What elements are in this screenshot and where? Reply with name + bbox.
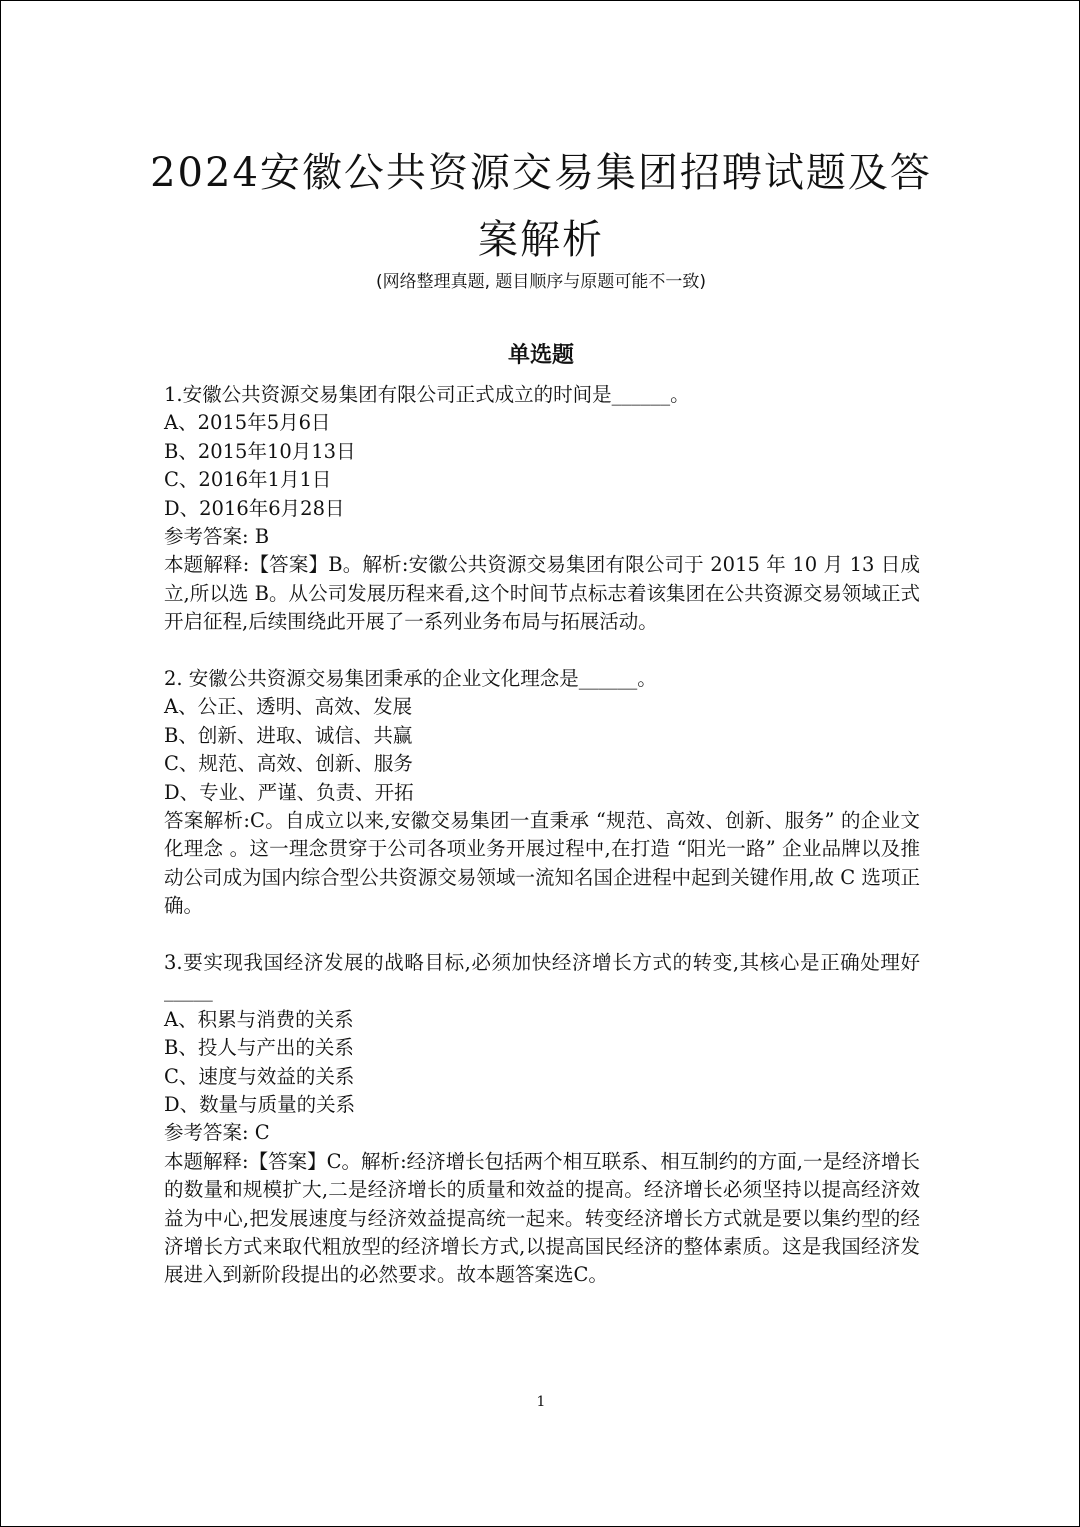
option-c: C、2016年1月1日 [164, 468, 332, 492]
page-number: 1 [536, 1394, 546, 1410]
answer-explanation: 本题解释:【答案】B。解析:安徽公共资源交易集团有限公司于 2015 年 10 月 13 日成立,所以选 B。从公司发展历程来看,这个时间节点标志着该集团在公共资源交易领域正式开启征程,后续围绕此开展了一系列业务布局与拓展活动。 [164, 553, 920, 634]
option-b: B、2015年10月13日 [164, 439, 356, 463]
reference-answer: 参考答案: B [164, 524, 270, 548]
option-c: C、速度与效益的关系 [164, 1064, 355, 1088]
reference-answer: 参考答案: C [164, 1121, 270, 1145]
question-1 [164, 381, 920, 637]
option-a: A、积累与消费的关系 [164, 1007, 354, 1031]
answer-explanation: 本题解释:【答案】C。解析:经济增长包括两个相互联系、相互制约的方面,一是经济增长的数量和规模扩大,二是经济增长的质量和效益的提高。经济增长必须坚持以提高经济效益为中心,把发展速度与经济效益提高统一起来。转变经济增长方式就是要以集约型的经济增长方式来取代粗放型的经济增长方式,以提高国民经济的整体素质。这是我国经济发展进入到新阶段提出的必然要求。故本题答案选C。 [164, 1149, 920, 1287]
option-c: C、规范、高效、创新、服务 [164, 752, 413, 776]
option-d: D、2016年6月28日 [164, 496, 345, 520]
option-b: B、创新、进取、诚信、共赢 [164, 723, 413, 747]
option-d: D、专业、严谨、负责、开拓 [164, 780, 414, 804]
option-a: A、2015年5月6日 [164, 411, 331, 435]
document-title-line-1: 2024安徽公共资源交易集团招聘试题及答 [150, 150, 932, 196]
question-stem: 2. 安徽公共资源交易集团秉承的企业文化理念是______。 [164, 666, 657, 690]
question-stem: 3.要实现我国经济发展的战略目标,必须加快经济增长方式的转变,其核心是正确处理好_____ [164, 950, 920, 1003]
option-a: A、公正、透明、高效、发展 [164, 695, 413, 719]
answer-explanation: 答案解析:C。自成立以来,安徽交易集团一直秉承 “规范、高效、创新、服务” 的企业文化理念 。这一理念贯穿于公司各项业务开展过程中,在打造 “阳光一路” 企业品牌以及推动公司成为国内综合型公共资源交易领域一流知名国企进程中起到关键作用,故 C 选项正确。 [164, 808, 920, 918]
option-b: B、投人与产出的关系 [164, 1036, 354, 1060]
section-heading: 单选题 [507, 343, 574, 368]
document-title-line-2: 案解析 [478, 217, 604, 263]
option-d: D、数量与质量的关系 [164, 1092, 356, 1116]
question-list [164, 381, 920, 1290]
question-2 [164, 665, 920, 921]
question-3 [164, 949, 920, 1290]
question-stem: 1.安徽公共资源交易集团有限公司正式成立的时间是______。 [164, 383, 690, 406]
document-subtitle: (网络整理真题, 题目顺序与原题可能不一致) [375, 272, 707, 292]
